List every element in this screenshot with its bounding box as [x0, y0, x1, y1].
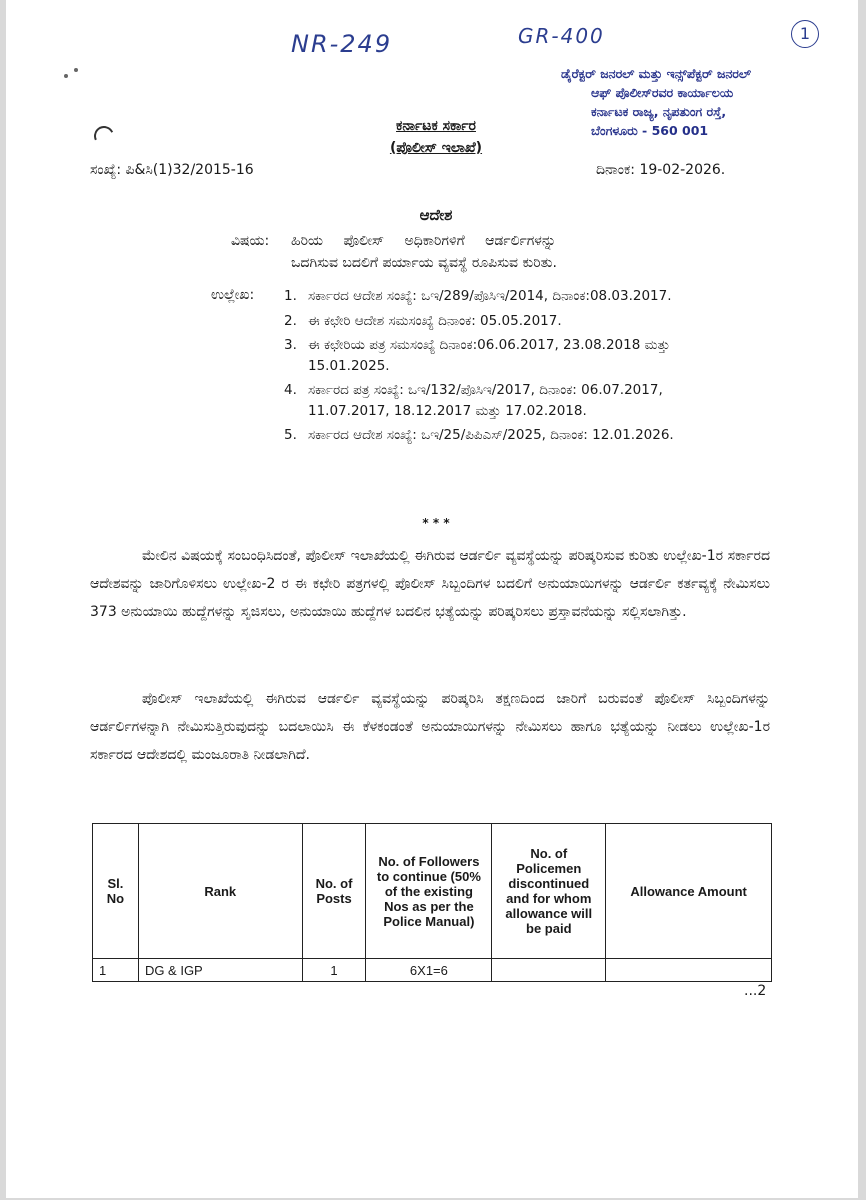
col-header-policemen: No. of Policemen discontinued and for whom allowance will be paid — [492, 824, 606, 959]
stamp-line: ಡೈರೆಕ್ಟರ್ ಜನರಲ್ ಮತ್ತು ಇನ್ಸ್‌ಪೆಕ್ಟರ್ ಜನರಲ್ — [561, 66, 752, 81]
page-number-circled: 1 — [791, 20, 819, 48]
cell-rank: DG & IGP — [138, 959, 302, 982]
references-list — [284, 286, 684, 450]
reference-number: 3. — [284, 337, 297, 353]
government-title: ಕರ್ನಾಟಕ ಸರ್ಕಾರ — [396, 118, 476, 134]
table-header-row — [93, 824, 772, 959]
cell-followers: 6X1=6 — [366, 959, 492, 982]
paragraph-2 — [90, 685, 770, 769]
reference-number: 2. — [284, 312, 297, 329]
stamp-line: ಕರ್ನಾಟಕ ರಾಜ್ಯ, ನೃಪತುಂಗ ರಸ್ತೆ, — [591, 104, 727, 119]
col-header-sl-no: Sl. No — [93, 824, 139, 959]
col-header-rank: Rank — [138, 824, 302, 959]
department-title: (ಪೊಲೀಸ್ ಇಲಾಖೆ) — [389, 140, 483, 156]
cell-sl-no: 1 — [93, 959, 139, 982]
paragraph-text: ಪೊಲೀಸ್ ಇಲಾಖೆಯಲ್ಲಿ ಈಗಿರುವ ಆರ್ಡರ್ಲಿ ವ್ಯವಸ್ಥೆಯನ್ನು ಪರಿಷ್ಕರಿಸಿ ತಕ್ಷಣದಿಂದ ಜಾರಿಗೆ ಬರುವಂತೆ ಪೊಲೀಸ್ ಸಿಬ್ಬಂದಿಗಳನ್ನು ಆರ್ಡರ್ಲಿಗಳನ್ನಾಗಿ ನೇಮಿಸುತ್ತಿರುವುದನ್ನು ಬದಲಾಯಿಸಿ ಈ ಕೆಳಕಂಡಂತೆ ಅನುಯಾಯಿಗಳನ್ನು ನೇಮಿಸಲು ಹಾಗೂ ಭತ್ಯೆಯನ್ನು ನೀಡಲು ಉಲ್ಲೇಖ-1ರ ಸರ್ಕಾರದ ಆದೇಶದಲ್ಲಿ ಮಂಜೂರಾತಿ ನೀಡಲಾಗಿದೆ. — [90, 691, 770, 763]
reference-text: ಈ ಕಛೇರಿಯ ಪತ್ರ ಸಮಸಂಖ್ಯೆ ದಿನಾಂಕ:06.06.2017, 23.08.2018 ಮತ್ತು 15.01.2025. — [308, 337, 671, 374]
reference-number: 5. — [284, 427, 297, 443]
reference-text: ಈ ಕಛೇರಿ ಆದೇಶ ಸಮಸಂಖ್ಯೆ ದಿನಾಂಕ: 05.05.2017. — [308, 312, 562, 329]
reference-text: ಸರ್ಕಾರದ ಪತ್ರ ಸಂಖ್ಯೆ: ಒಇ/132/ಪೊಸಿಇ/2017, ದಿನಾಂಕ: 06.07.2017, 11.07.2017, 18.12.2017 ಮತ್ತು 17.02.2018. — [308, 382, 663, 419]
col-header-followers: No. of Followers to continue (50% of the existing Nos as per the Police Manual) — [366, 824, 492, 959]
paragraph-text: ಮೇಲಿನ ವಿಷಯಕ್ಕೆ ಸಂಬಂಧಿಸಿದಂತೆ, ಪೊಲೀಸ್ ಇಲಾಖೆಯಲ್ಲಿ ಈಗಿರುವ ಆರ್ಡರ್ಲಿ ವ್ಯವಸ್ಥೆಯನ್ನು ಪರಿಷ್ಕರಿಸುವ ಕುರಿತು ಉಲ್ಲೇಖ-1ರ ಸರ್ಕಾರದ ಆದೇಶವನ್ನು ಜಾರಿಗೊಳಿಸಲು ಉಲ್ಲೇಖ-2 ರ ಈ ಕಛೇರಿ ಪತ್ರಗಳಲ್ಲಿ ಪೊಲೀಸ್ ಸಿಬ್ಬಂದಿಗಳ ಬದಲಿಗೆ ಅನುಯಾಯಿಗಳನ್ನು ಆರ್ಡರ್ಲಿ ಕರ್ತವ್ಯಕ್ಕೆ ನೇಮಿಸಲು 373 ಅನುಯಾಯಿ ಹುದ್ದೆಗಳನ್ನು ಸೃಜಿಸಲು, ಅನುಯಾಯಿ ಹುದ್ದೆಗಳ ಬದಲಿನ ಭತ್ಯೆಯನ್ನು ಪರಿಷ್ಕರಿಸಲು ಪ್ರಸ್ತಾವನೆಯನ್ನು ಸಲ್ಲಿಸಲಾಗಿತ್ತು. — [90, 548, 770, 620]
cell-policemen — [492, 959, 606, 982]
document-page — [6, 0, 858, 1198]
reference-number: 1. — [284, 288, 297, 304]
office-address-stamp — [561, 64, 791, 140]
punch-hole-mark — [91, 123, 117, 149]
reference-text: ಸರ್ಕಾರದ ಆದೇಶ ಸಂಖ್ಯೆ: ಒಇ/25/ಪಿಪಿಎಸ್/2025, ದಿನಾಂಕ: 12.01.2026. — [308, 427, 674, 443]
continued-page-marker: ...2 — [744, 983, 767, 999]
stamp-line: ಆಫ್ ಪೊಲೀಸ್‌ರವರ ಕಾರ್ಯಾಲಯ — [591, 85, 734, 100]
reference-number: 4. — [284, 382, 297, 398]
reference-item — [284, 335, 684, 376]
reference-text: ಸರ್ಕಾರದ ಆದೇಶ ಸಂಖ್ಯೆ: ಒಇ/289/ಪೊಸಿಇ/2014, ದಿನಾಂಕ:08.03.2017. — [308, 288, 672, 304]
handwritten-note-left: NR-249 — [291, 30, 393, 58]
order-date: ದಿನಾಂಕ: 19-02-2026. — [596, 162, 726, 178]
subject-label: ವಿಷಯ: — [231, 233, 270, 249]
section-separator: * * * — [422, 516, 450, 530]
order-number: ಸಂಖ್ಯೆ: ಪಿ&ಸಿ(1)32/2015-16 — [90, 162, 254, 178]
stamp-line: ಬೆಂಗಳೂರು - 560 001 — [591, 123, 709, 138]
scan-mark — [74, 68, 78, 72]
col-header-allowance: Allowance Amount — [606, 824, 772, 959]
subject-line-2: ಒದಗಿಸುವ ಬದಲಿಗೆ ಪರ್ಯಾಯ ವ್ಯವಸ್ಥೆ ರೂಪಿಸುವ ಕುರಿತು. — [291, 255, 557, 271]
cell-allowance — [606, 959, 772, 982]
scan-mark — [64, 74, 68, 78]
reference-item — [284, 286, 684, 307]
table-row — [93, 959, 772, 982]
references-label: ಉಲ್ಲೇಖ: — [211, 287, 255, 303]
paragraph-1 — [90, 542, 770, 626]
rank-allowance-table — [92, 823, 772, 982]
reference-item — [284, 425, 684, 446]
reference-item — [284, 311, 684, 332]
reference-item — [284, 380, 684, 421]
subject-line-1: ಹಿರಿಯ ಪೊಲೀಸ್ ಅಧಿಕಾರಿಗಳಿಗೆ ಆರ್ಡರ್ಲಿಗಳನ್ನು — [291, 233, 557, 249]
handwritten-note-right: GR-400 — [518, 24, 605, 48]
cell-posts: 1 — [302, 959, 366, 982]
col-header-posts: No. of Posts — [302, 824, 366, 959]
order-title: ಆದೇಶ — [419, 206, 453, 224]
